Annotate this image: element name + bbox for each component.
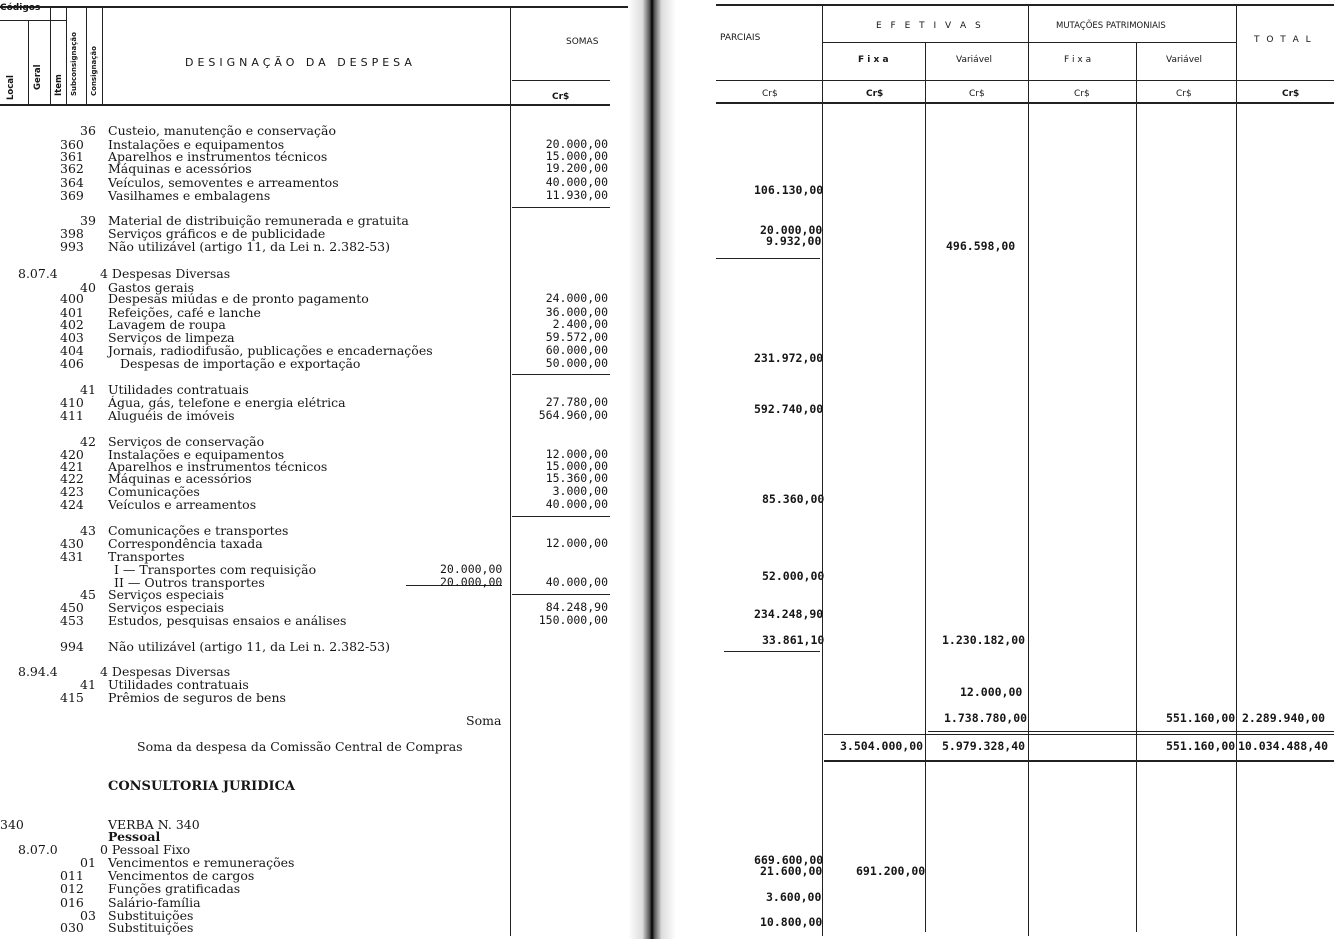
right-page [676,0,1334,939]
item-label: Item [54,74,64,96]
row-description: Material de distribuição remunerada e gratuita [108,213,409,228]
row-description: Refeições, café e lanche [108,305,261,320]
row-value: 40.000,00 [545,575,608,589]
efetiva-variavel-value: 12.000,00 [960,685,1023,699]
row-description: Funções gratificadas [108,881,241,896]
row-description: 4 Despesas Diversas [100,664,231,679]
row-value: 27.780,00 [545,395,608,409]
row-code: 993 [60,239,84,254]
efetiva-variavel-value: 1.230.182,00 [942,633,1026,647]
somas-rule [512,80,610,81]
row-description: Prêmios de seguros de bens [108,690,286,705]
subconsignacao-label: Subconsignação [70,32,78,96]
row-code: 016 [60,895,84,910]
parcial-value: 669.600,00 [754,853,824,867]
col-rule [822,6,823,936]
col-rule [66,6,67,104]
parcial-value: 3.600,00 [766,890,822,904]
efetiva-variavel-value: 496.598,00 [946,239,1016,253]
row-code: 45 [80,587,96,602]
row-code: 39 [80,213,96,228]
row-description: Comunicações [108,484,200,499]
parcial-value: 592.740,00 [754,402,824,416]
col-rule [1028,6,1029,936]
row-value: 15.000,00 [545,459,608,473]
subtotal-rule [512,374,610,375]
row-description: I — Transportes com requisição [114,562,317,577]
total-rule [824,760,1334,762]
efetiva-variavel-value: 1.738.780,00 [944,711,1028,725]
fixa2-header: F i x a [1064,55,1092,65]
row-code: 030 [60,920,84,935]
consignacao-label: Consignação [90,46,98,96]
row-code: 340 [0,817,24,832]
row-description: Substituições [108,920,194,935]
subheader-rule [822,42,1236,43]
somas-currency: Cr$ [552,92,570,102]
subtotal-rule [512,516,610,517]
row-code: 369 [60,188,84,203]
left-page [0,0,628,939]
row-value: 2.400,00 [552,317,608,331]
book-gutter [628,0,676,939]
row-code: 453 [60,613,84,628]
row-description: Custeio, manutenção e conservação [108,123,336,138]
somas-header: SOMAS [566,37,599,47]
row-description: Instalações e equipamentos [108,137,285,152]
row-description: Serviços de limpeza [108,330,235,345]
row-description: Utilidades contratuais [108,677,249,692]
row-value: 150.000,00 [538,613,608,627]
col-rule [1236,6,1237,936]
row-description: Instalações e equipamentos [108,447,285,462]
row-value: 36.000,00 [545,305,608,319]
variavel-header: Variável [956,55,993,65]
row-value: 24.000,00 [545,291,608,305]
row-description: Correspondência taxada [108,536,263,551]
row-code: 41 [80,677,96,692]
row-code: 415 [60,690,84,705]
row-code: 431 [60,549,84,564]
designacao-header: DESIGNAÇÃO DA DESPESA [185,56,416,69]
efetiva-fixa-value: 691.200,00 [856,864,926,878]
header-cr-rule [716,80,1334,81]
row-code: 422 [60,471,84,486]
row-subvalue: 20.000,00 [440,575,503,589]
row-code: 40 [80,280,96,295]
row-description: Substituições [108,908,194,923]
row-code: 361 [60,149,84,164]
row-code: 401 [60,305,84,320]
row-description: Água, gás, telefone e energia elétrica [108,395,346,410]
row-code: 012 [60,881,84,896]
row-subvalue: 20.000,00 [440,562,503,576]
parcial-value: 52.000,00 [762,569,825,583]
row-code: 402 [60,317,84,332]
row-description: Aluguéis de imóveis [108,408,235,423]
col-rule [86,6,87,104]
header-bottom-rule [716,102,1334,104]
subtotal-rule [724,651,820,652]
row-value: 60.000,00 [545,343,608,357]
row-description: Vencimentos e remunerações [108,855,295,870]
cr-variavel2: Cr$ [1176,89,1192,99]
row-code: 8.07.4 [18,266,58,281]
mutacao-variavel-value: 551.160,00 [1166,739,1236,753]
parcial-value: 21.600,00 [760,864,823,878]
row-description: Serviços gráficos e de publicidade [108,226,326,241]
local-label: Local [6,75,16,100]
row-value: 19.200,00 [545,161,608,175]
parcial-value: 231.972,00 [754,351,824,365]
row-value: 59.572,00 [545,330,608,344]
row-description: Serviços especiais [108,587,224,602]
subtotal-rule [512,207,610,208]
row-code: 406 [60,356,84,371]
subtotal-rule [512,594,610,595]
codigos-rule [0,20,66,21]
parcial-value: 33.861,10 [762,633,825,647]
row-description: Gastos gerais [108,280,195,295]
row-code: 423 [60,484,84,499]
col-rule [28,20,29,104]
row-description: Aparelhos e instrumentos técnicos [108,459,328,474]
row-value: 12.000,00 [545,447,608,461]
row-code: 03 [80,908,96,923]
row-code: 42 [80,434,96,449]
row-value: 11.930,00 [545,188,608,202]
row-code: 8.07.0 [18,842,58,857]
row-description: Veículos e arreamentos [108,497,257,512]
efetivas-header: E F E T I V A S [876,21,984,31]
total-value: 10.034.488,40 [1238,739,1329,753]
cr-parciais: Cr$ [762,89,778,99]
row-description: Máquinas e acessórios [108,471,252,486]
row-code: 450 [60,600,84,615]
row-description: Soma da despesa da Comissão Central de Compras [137,739,463,754]
col-rule [102,6,103,104]
row-code: 404 [60,343,84,358]
row-description: Não utilizável (artigo 11, da Lei n. 2.382-53) [108,639,390,654]
row-code: 362 [60,161,84,176]
cr-fixa2: Cr$ [1074,89,1090,99]
row-code: 364 [60,175,84,190]
row-value: 84.248,90 [545,600,608,614]
col-rule [50,6,51,104]
row-value: 12.000,00 [545,536,608,550]
cr-fixa: Cr$ [866,89,884,99]
top-rule [0,6,628,8]
row-description: Jornais, radiodifusão, publicações e encadernações [108,343,433,358]
row-code: 424 [60,497,84,512]
subtotal-rule [824,734,1334,735]
row-code: 420 [60,447,84,462]
row-description: Máquinas e acessórios [108,161,252,176]
row-description: Transportes [108,549,185,564]
row-description: Serviços de conservação [108,434,265,449]
row-code: 430 [60,536,84,551]
row-value: 50.000,00 [545,356,608,370]
row-description: Serviços especiais [108,600,224,615]
row-description: Soma [466,713,502,728]
row-description: Lavagem de roupa [108,317,226,332]
parcial-value: 85.360,00 [762,492,825,506]
row-description: Despesas de importação e exportação [120,356,361,371]
parcial-value: 106.130,00 [754,183,824,197]
row-description: II — Outros transportes [114,575,265,590]
geral-label: Geral [33,64,43,90]
col-rule [510,6,511,936]
total-value: 2.289.940,00 [1242,711,1326,725]
mutacao-variavel-value: 551.160,00 [1166,711,1236,725]
codigos-label: Códigos [0,3,41,13]
row-value: 40.000,00 [545,175,608,189]
parcial-value: 20.000,00 [760,223,823,237]
row-code: 410 [60,395,84,410]
row-description: Estudos, pesquisas ensaios e análises [108,613,347,628]
row-code: 421 [60,459,84,474]
row-description: Salário-família [108,895,201,910]
row-description: CONSULTORIA JURIDICA [108,779,296,794]
row-code: 8.94.4 [18,664,58,679]
subtotal-rule [1131,731,1334,732]
row-description: Utilidades contratuais [108,382,249,397]
row-description: 0 Pessoal Fixo [100,842,191,857]
efetiva-variavel-value: 5.979.328,40 [942,739,1026,753]
fixa-header: F i x a [858,55,889,65]
row-code: 41 [80,382,96,397]
subtotal-rule [716,258,820,259]
row-code: 01 [80,855,96,870]
parcial-value: 9.932,00 [766,234,822,248]
efetiva-fixa-value: 3.504.000,00 [840,739,924,753]
row-description: Comunicações e transportes [108,523,289,538]
cr-variavel: Cr$ [969,89,985,99]
row-description: Pessoal [108,829,161,844]
row-description: VERBA N. 340 [108,817,200,832]
row-description: Vencimentos de cargos [108,868,255,883]
row-description: Despesas miúdas e de pronto pagamento [108,291,369,306]
parcial-value: 234.248,90 [754,607,824,621]
row-description: Veículos, semoventes e arreamentos [108,175,339,190]
row-value: 564.960,00 [538,408,608,422]
row-code: 411 [60,408,84,423]
row-code: 011 [60,868,84,883]
mutacoes-header: MUTAÇÕES PATRIMONIAIS [1056,21,1166,31]
row-code: 994 [60,639,84,654]
row-value: 15.360,00 [545,471,608,485]
row-code: 36 [80,123,96,138]
row-description: Não utilizável (artigo 11, da Lei n. 2.382-53) [108,239,390,254]
row-code: 360 [60,137,84,152]
row-value: 40.000,00 [545,497,608,511]
row-value: 20.000,00 [545,137,608,151]
variavel2-header: Variável [1166,55,1203,65]
row-description: Vasilhames e embalagens [108,188,271,203]
row-code: 43 [80,523,96,538]
parcial-value: 10.800,00 [760,915,823,929]
col-rule [1136,42,1137,932]
row-code: 398 [60,226,84,241]
cr-total: Cr$ [1282,89,1300,99]
row-description: 4 Despesas Diversas [100,266,231,281]
parciais-header: PARCIAIS [720,33,761,43]
row-value: 3.000,00 [552,484,608,498]
row-code: 400 [60,291,84,306]
top-rule [716,4,1334,6]
total-header: T O T A L [1254,35,1313,45]
row-code: 403 [60,330,84,345]
row-value: 15.000,00 [545,149,608,163]
col-rule [925,42,926,932]
row-description: Aparelhos e instrumentos técnicos [108,149,328,164]
header-bottom-rule [0,104,610,106]
